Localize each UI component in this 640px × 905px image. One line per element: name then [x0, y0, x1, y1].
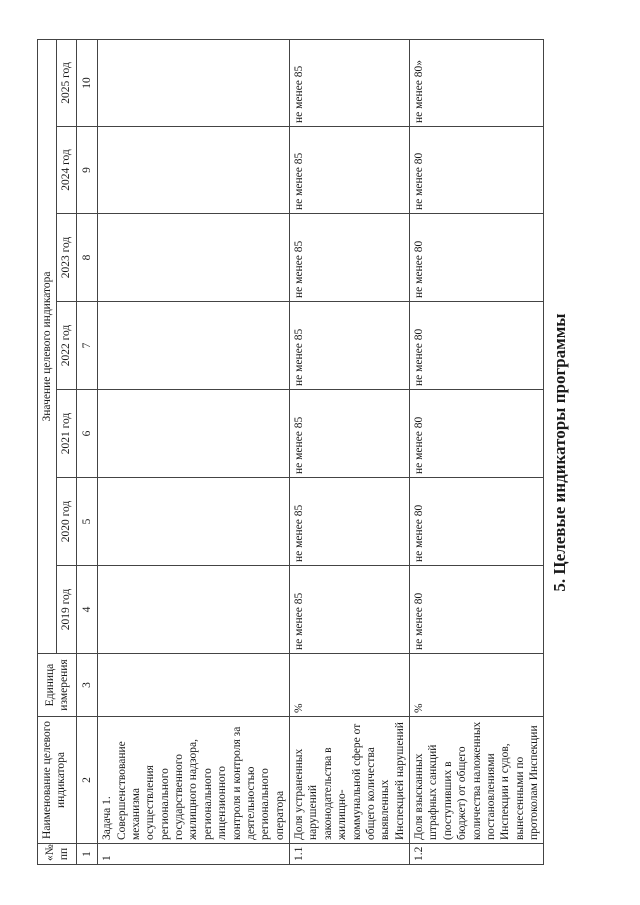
indicator-name: Задача 1. Совершенствование механизма осуществления регионального государственного жилищного надзора, регионального лицензионного контроля и контроля за деятельностью регионального оператора	[98, 717, 290, 844]
value-cell: не менее 80	[410, 214, 544, 302]
value-cell	[98, 39, 290, 126]
value-cell: не менее 80	[410, 478, 544, 566]
unit-cell: %	[290, 654, 410, 717]
value-cell	[98, 566, 290, 654]
header-year: 2021 год	[57, 390, 76, 478]
header-year: 2020 год	[57, 478, 76, 566]
row-number: 1.2	[410, 844, 544, 865]
header-year: 2024 год	[57, 127, 76, 214]
column-number: 10	[76, 39, 97, 126]
value-cell: не менее 85	[290, 390, 410, 478]
row-number: 1.1	[290, 844, 410, 865]
value-cell	[98, 390, 290, 478]
value-cell: не менее 80	[410, 302, 544, 390]
value-cell: не менее 80	[410, 566, 544, 654]
unit-cell: %	[410, 654, 544, 717]
value-cell	[98, 214, 290, 302]
indicator-name: Доля взысканных штрафных санкций (поступивших в бюджет) от общего количества наложенных постановлениями Инспекции и судов, вынесенными по протоколам Инспекции	[410, 717, 544, 844]
column-number: 9	[76, 127, 97, 214]
value-cell: не менее 80	[410, 390, 544, 478]
value-cell	[98, 478, 290, 566]
section-heading: 5. Целевые индикаторы программы	[550, 313, 569, 592]
header-year: 2025 год	[57, 39, 76, 126]
column-number: 3	[76, 654, 97, 717]
column-number: 1	[76, 844, 97, 865]
value-cell: не менее 85	[290, 478, 410, 566]
value-cell: не менее 80»	[410, 39, 544, 126]
column-number: 7	[76, 302, 97, 390]
header-value-group: Значение целевого индикатора	[38, 39, 57, 653]
table-row	[410, 39, 544, 864]
value-cell	[98, 302, 290, 390]
indicator-name: Доля устраненных нарушений законодательства в жилищно-коммунальной сфере от общего количества выявленных Инспекцией нарушений	[290, 717, 410, 844]
header-year: 2019 год	[57, 566, 76, 654]
table-row	[290, 39, 410, 864]
column-number-row	[76, 39, 97, 864]
row-number: 1	[98, 844, 290, 865]
header-unit: Единица измерения	[38, 654, 77, 717]
header-year: 2023 год	[57, 214, 76, 302]
column-number: 5	[76, 478, 97, 566]
header-year: 2022 год	[57, 302, 76, 390]
value-cell: не менее 80	[410, 127, 544, 214]
value-cell: не менее 85	[290, 302, 410, 390]
value-cell: не менее 85	[290, 39, 410, 126]
value-cell: не менее 85	[290, 566, 410, 654]
value-cell: не менее 85	[290, 214, 410, 302]
column-number: 8	[76, 214, 97, 302]
indicators-table	[37, 39, 544, 865]
table-row	[98, 39, 290, 864]
value-cell	[98, 127, 290, 214]
header-number: «№ пп	[38, 844, 77, 865]
unit-cell	[98, 654, 290, 717]
column-number: 6	[76, 390, 97, 478]
header-indicator-name: Наименование целевого индикатора	[38, 717, 77, 844]
column-number: 2	[76, 717, 97, 844]
header-row-1	[38, 39, 57, 864]
value-cell: не менее 85	[290, 127, 410, 214]
column-number: 4	[76, 566, 97, 654]
